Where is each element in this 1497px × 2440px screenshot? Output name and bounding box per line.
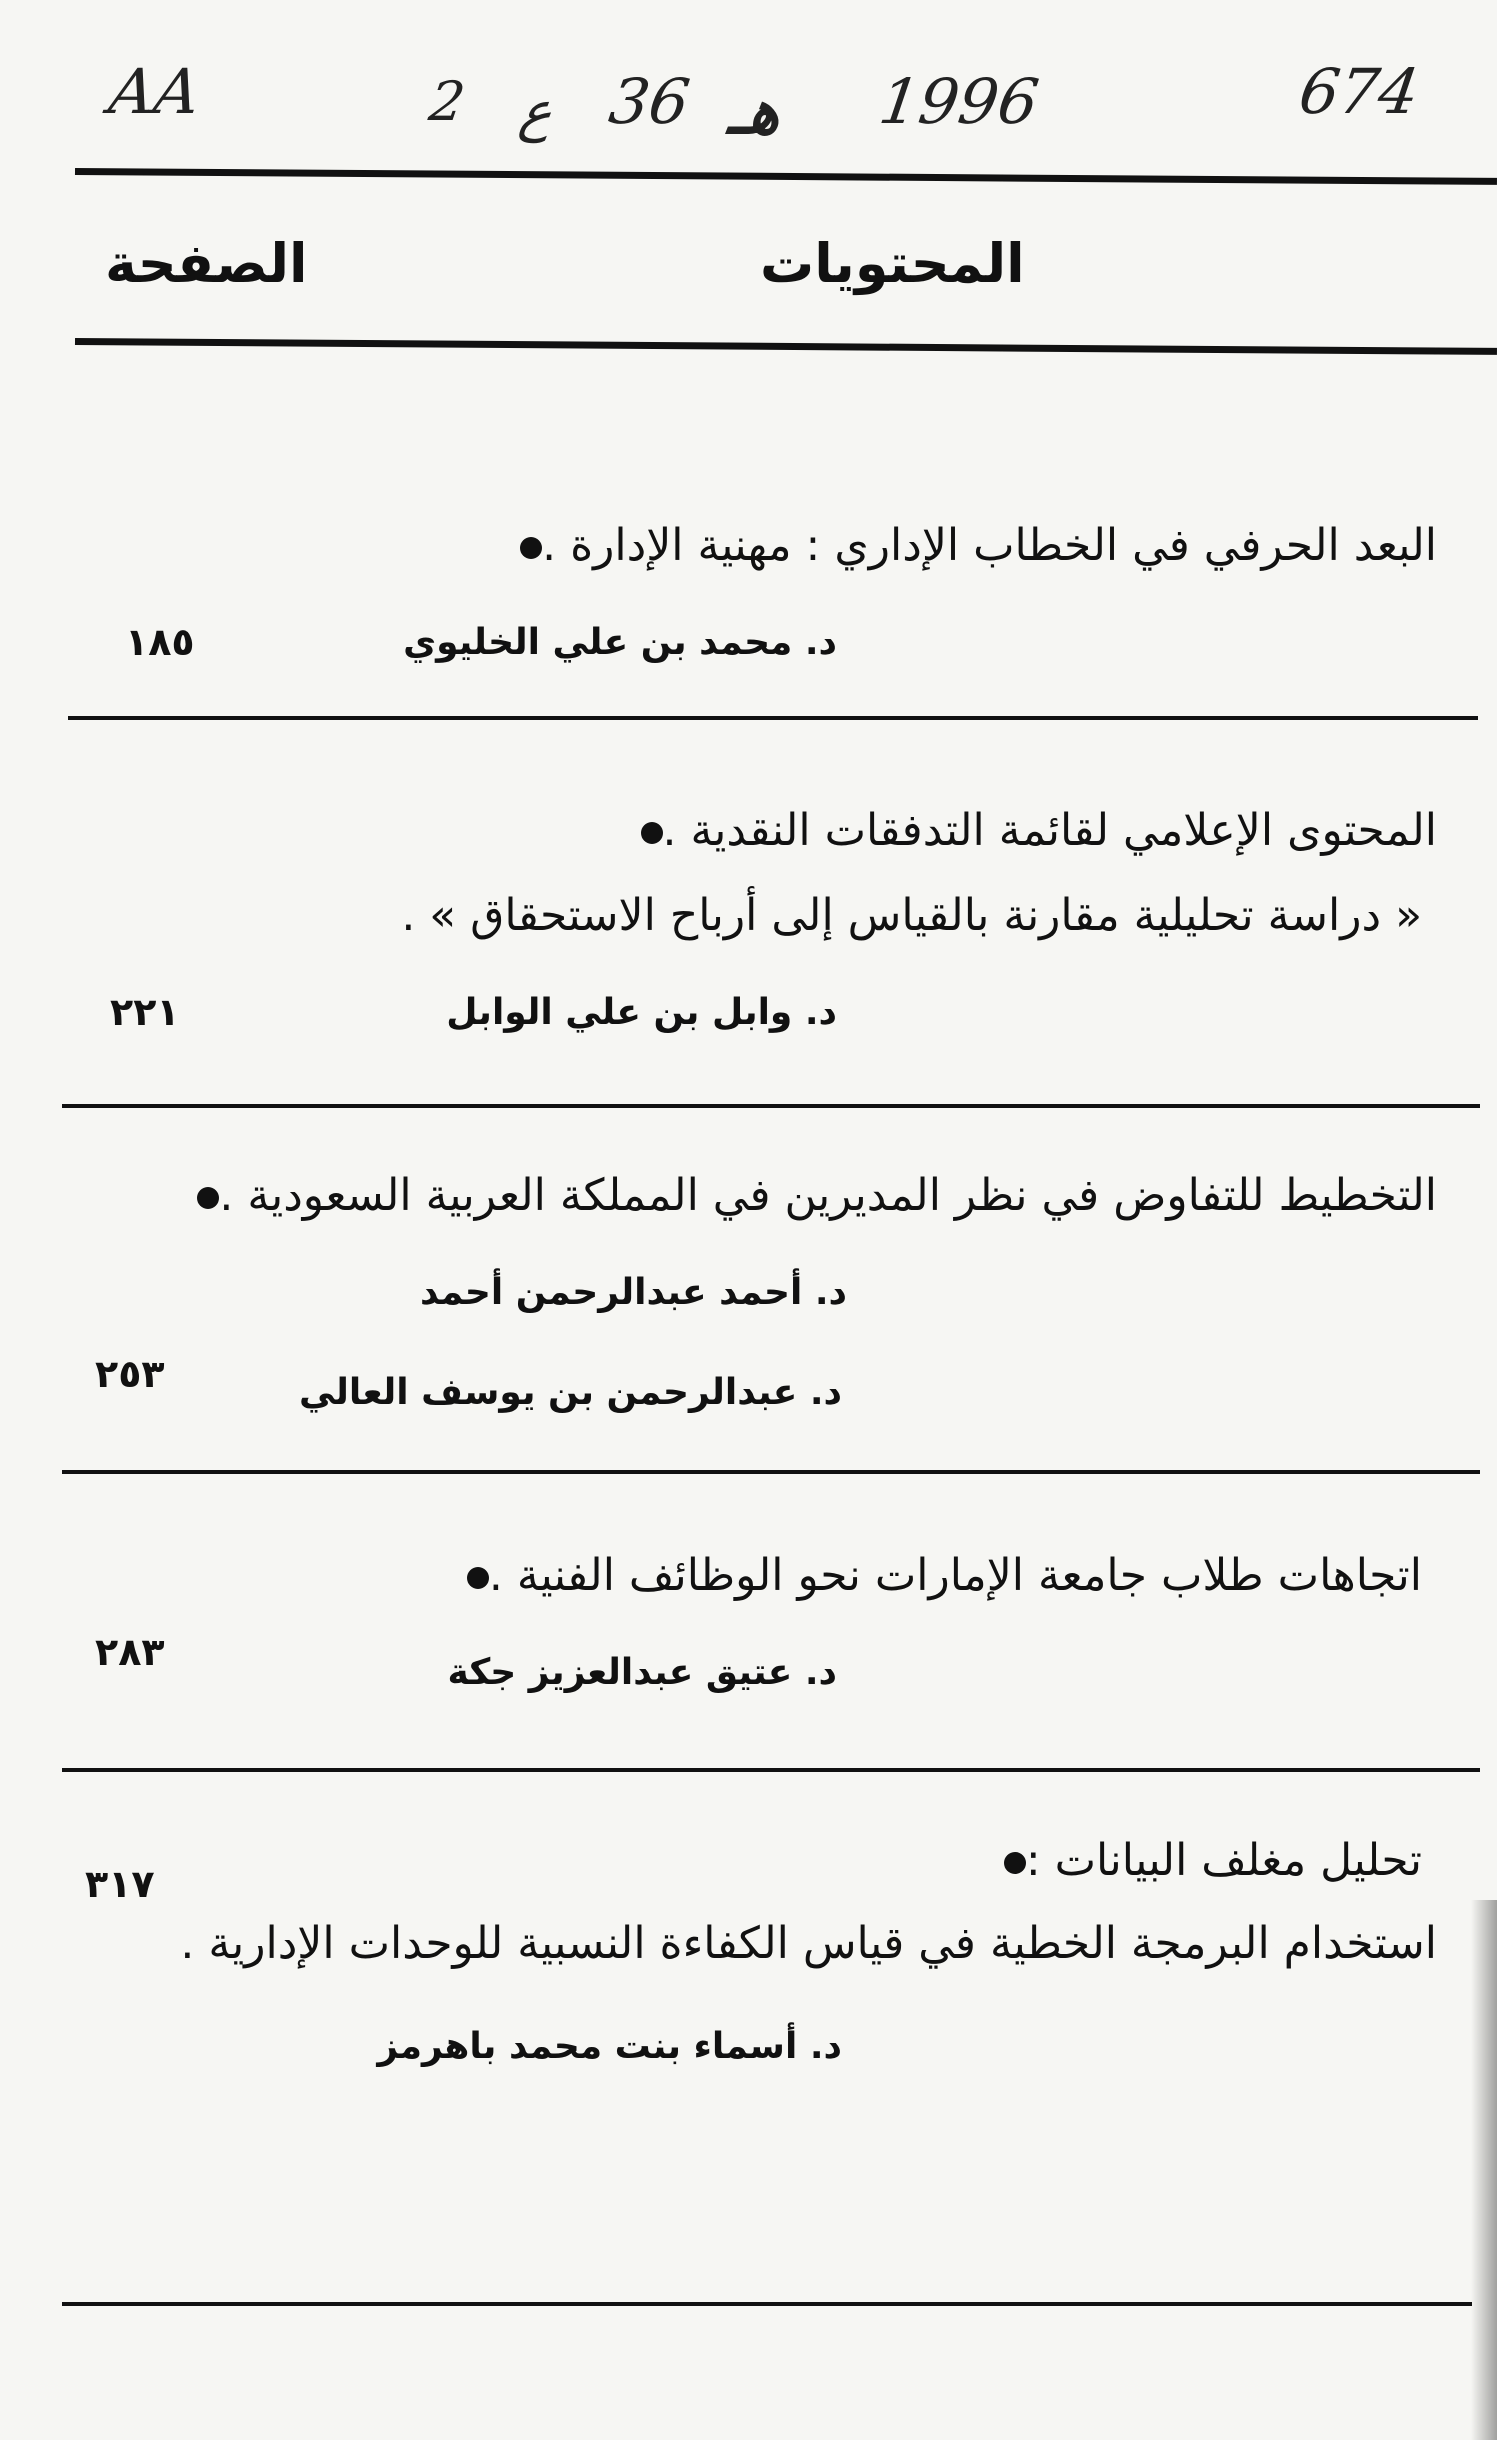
entry-4-title [449, 1550, 1422, 1601]
bottom-rule [62, 2302, 1472, 2306]
handwritten-note-2: 2 [425, 70, 469, 133]
entry-3-author-1: د. أحمد عبدالرحمن أحمد [420, 1272, 847, 1313]
entry-2-title [623, 805, 1437, 856]
bullet-icon [197, 1187, 219, 1209]
handwritten-note-year: 1996 [874, 65, 1043, 138]
bullet-icon [641, 822, 663, 844]
entry-1-title-text: البعد الحرفي في الخطاب الإداري : مهنية الإدارة . [542, 520, 1437, 571]
entry-2-subtitle: « دراسة تحليلية مقارنة بالقياس إلى أرباح الاستحقاق » . [401, 890, 1422, 941]
handwritten-note-left: AA [104, 55, 205, 128]
contents-heading: المحتويات [760, 232, 1025, 295]
page-column-heading: الصفحة [105, 232, 308, 295]
handwritten-note-36: 36 [604, 65, 695, 138]
header-bottom-rule [75, 338, 1497, 355]
entry-5-title [986, 1835, 1422, 1886]
entry-5-author: د. أسماء بنت محمد باهرمز [377, 2026, 842, 2067]
divider-3 [62, 1470, 1480, 1474]
divider-2 [62, 1104, 1480, 1108]
bullet-icon [467, 1567, 489, 1589]
entry-1-author: د. محمد بن علي الخليوي [403, 622, 837, 663]
entry-4-page: ٢٨٣ [95, 1630, 165, 1674]
entry-3-author-2: د. عبدالرحمن بن يوسف العالي [298, 1372, 842, 1413]
entry-3-title-text: التخطيط للتفاوض في نظر المديرين في المملكة العربية السعودية . [219, 1170, 1437, 1221]
handwritten-note-right: 674 [1294, 55, 1424, 128]
entry-5-page: ٣١٧ [85, 1862, 155, 1906]
entry-1-title [502, 520, 1437, 571]
divider-1 [68, 716, 1478, 720]
entry-3-page: ٢٥٣ [95, 1352, 165, 1396]
bullet-icon [1004, 1852, 1026, 1874]
bullet-icon [520, 537, 542, 559]
entry-1-page: ١٨٥ [125, 620, 195, 664]
divider-4 [62, 1768, 1480, 1772]
entry-5-title-text: تحليل مغلف البيانات : [1025, 1835, 1422, 1886]
entry-2-title-text: المحتوى الإعلامي لقائمة التدفقات النقدية . [662, 805, 1437, 856]
handwritten-note-ain: ع [515, 80, 557, 143]
entry-5-subtitle: استخدام البرمجة الخطية في قياس الكفاءة النسبية للوحدات الإدارية . [180, 1918, 1437, 1969]
entry-4-author: د. عتيق عبدالعزيز جكة [447, 1652, 837, 1693]
entry-4-title-text: اتجاهات طلاب جامعة الإمارات نحو الوظائف الفنية . [488, 1550, 1422, 1601]
scan-shadow-edge [1471, 1900, 1497, 2440]
handwritten-note-hijri: هـ [724, 75, 786, 148]
entry-3-title [179, 1170, 1437, 1221]
entry-2-author: د. وابل بن علي الوابل [446, 992, 837, 1033]
entry-2-page: ٢٢١ [110, 990, 180, 1034]
header-top-rule [75, 168, 1497, 185]
